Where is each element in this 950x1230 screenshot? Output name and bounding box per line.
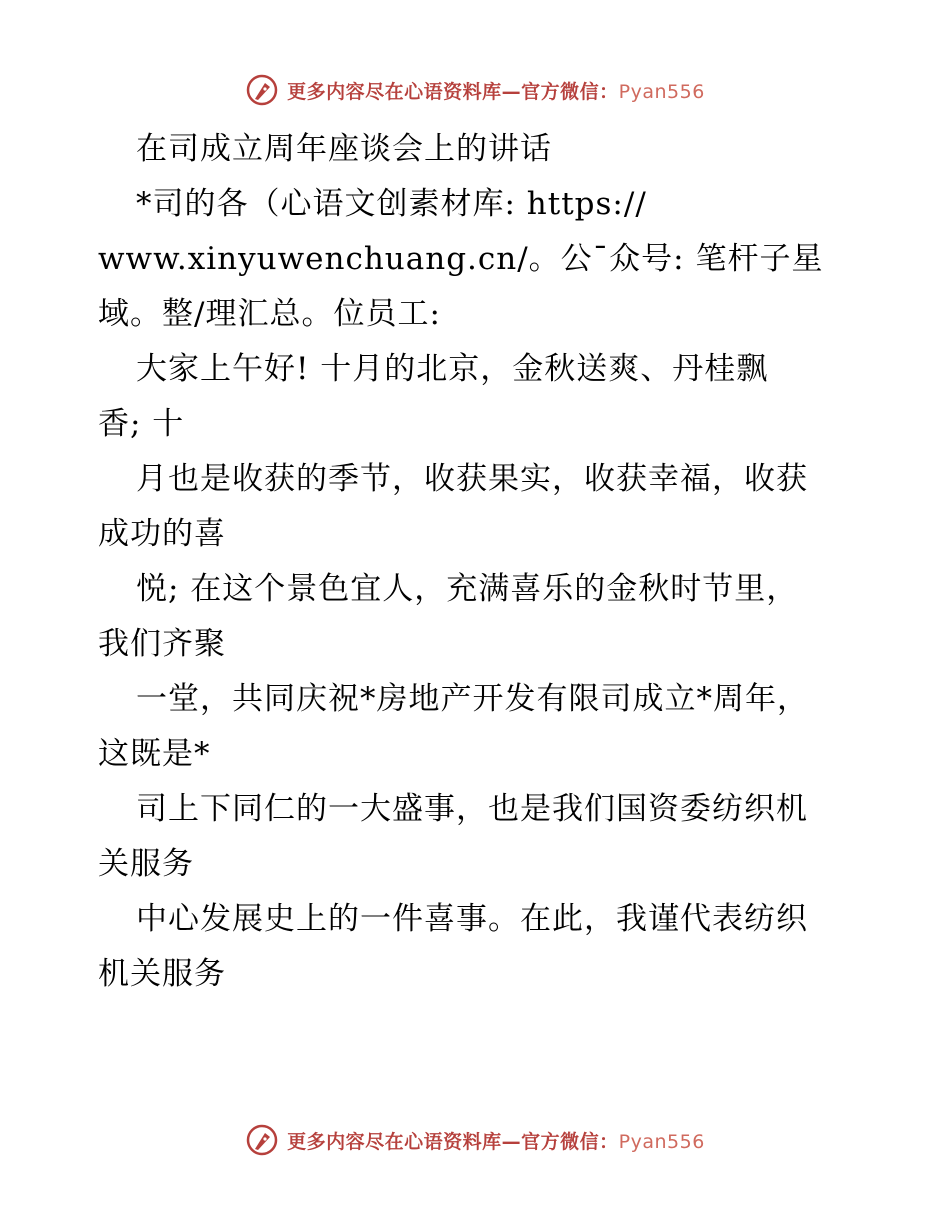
document-line: 大家上午好! 十月的北京，金秋送爽、丹桂飘 <box>136 351 769 387</box>
document-line: www.xinyuwenchuang.cn/。公¯众号: 笔杆子星 <box>98 241 824 277</box>
document-line: 成功的喜 <box>98 516 226 552</box>
banner-wechat-id: Pyan556 <box>618 1130 705 1153</box>
banner-text: 更多内容尽在心语资料库—官方微信：Pyan556 <box>287 80 705 103</box>
document-line: 香; 十 <box>98 406 185 442</box>
document-line: 中心发展史上的一件喜事。在此，我谨代表纺织 <box>136 901 808 937</box>
document-line: 一堂，共同庆祝*房地产开发有限司成立*周年， <box>136 681 809 717</box>
document-body <box>98 122 858 1002</box>
document-line: 域。整/理汇总。位员工: <box>98 296 441 332</box>
header-banner <box>0 70 950 110</box>
document-line: *司的各（心语文创素材库: https:// <box>136 186 647 222</box>
document-line: 司上下同仁的一大盛事，也是我们国资委纺织机 <box>136 791 808 827</box>
document-line: 月也是收获的季节，收获果实，收获幸福，收获 <box>136 461 808 497</box>
document-line: 悦; 在这个景色宜人，充满喜乐的金秋时节里， <box>136 571 799 607</box>
banner-wechat-id: Pyan556 <box>618 80 705 103</box>
fountain-pen-nib-icon <box>245 1123 279 1157</box>
banner-text: 更多内容尽在心语资料库—官方微信：Pyan556 <box>287 1130 705 1153</box>
document-line: 这既是* <box>98 736 211 772</box>
footer-banner <box>0 1120 950 1160</box>
document-line: 机关服务 <box>98 956 226 992</box>
document-line: 在司成立周年座谈会上的讲话 <box>136 131 552 167</box>
fountain-pen-nib-icon <box>245 73 279 107</box>
document-line: 我们齐聚 <box>98 626 226 662</box>
document-line: 关服务 <box>98 846 194 882</box>
